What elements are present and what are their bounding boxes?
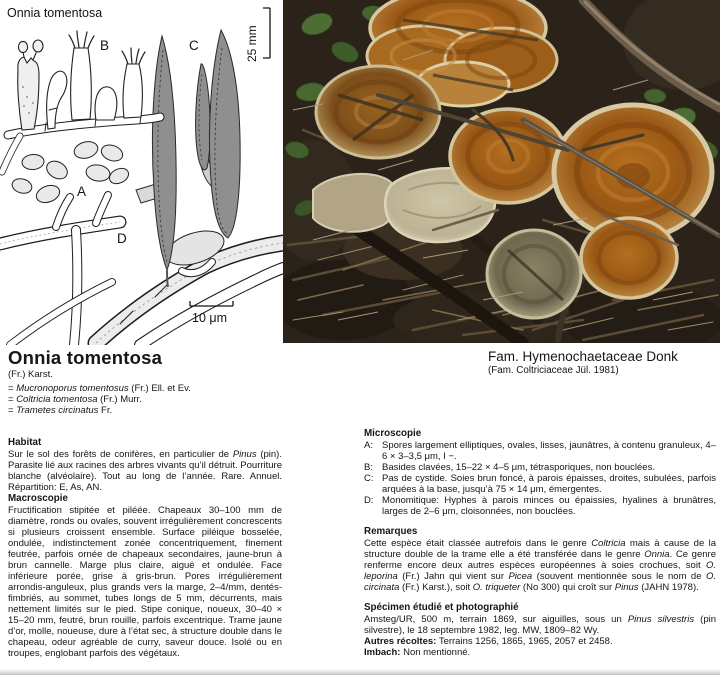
- item-key: C:: [364, 473, 374, 484]
- macroscopie-heading: Macroscopie: [8, 493, 68, 504]
- imbach-row: [364, 647, 716, 658]
- figure-label-d: D: [117, 231, 127, 246]
- scale-label-10um: 10 μm: [192, 311, 227, 325]
- species-title: Onnia tomentosa: [8, 347, 163, 368]
- figure-caption: Onnia tomentosa: [7, 6, 103, 20]
- autres-label: Autres récoltes:: [364, 636, 437, 647]
- mushroom-cap-bottom-right: [581, 218, 677, 298]
- imbach-text: Non mentionné.: [403, 647, 471, 658]
- microscopie-item-b: [364, 462, 716, 473]
- specimen-heading: Spécimen étudié et photographié: [364, 602, 519, 613]
- family-block: [488, 349, 716, 377]
- synonym-list: [8, 383, 282, 416]
- item-key: B:: [364, 462, 373, 473]
- page-edge-shadow: [0, 669, 720, 675]
- scale-bracket-25mm: [263, 8, 270, 58]
- synonym: = Trametes circinatus Fr.: [8, 405, 113, 416]
- autres-recoltes-row: [364, 636, 716, 647]
- right-column: [364, 346, 716, 658]
- microscopy-plate: [0, 0, 283, 345]
- section-specimen: [364, 602, 716, 636]
- section-macroscopie: [8, 493, 282, 659]
- figure-label-b: B: [100, 38, 110, 53]
- mushroom-cap-left: [316, 66, 440, 158]
- section-habitat: [8, 437, 282, 493]
- specimen-text: Amsteg/UR, 500 m, terrain 1869, sur aiguilles, sous un Pinus silvestris (pin silvestre), le 18 septembre 1982, leg. MW, 1809–82 Wy.: [364, 614, 716, 636]
- macroscopie-text: Fructification stipitée et piléée. Chapeaux 30–100 mm de diamètre, ronds ou ovales, souvent irrégulièrement concrescents si plusieurs croissent ensemble. Surface piléique bosselée, ondulée, indistinctement zonée concentriquement, finement feutrée, parfois ornée de chapeaux secondaires, jaune-brun à brun cannelle. Marge plus claire, aiguë et ondulée. Face inférieure porée, grise à gris-brun. Pores irrégulièrement arrondis-anguleux, plus grands vers la marge, 2–4/mm, dentés-fimbriés, au sommet, tubes longs de 5 mm, décurrents, mais nettement limités sur le pied. Stipe conique, noueux, 30–40 × 15–20 mm, feutré, brun rouille, parfois excentrique. Trame jaune d’or, molle, noueuse, dure à l’état sec, à structure double dans le chapeau, odeur agréable de curry, saveur douce. Isolé ou en troupes, englobant parfois des végétaux.: [8, 505, 282, 659]
- family-alt: (Fam. Coltriciaceae Jül. 1981): [488, 365, 619, 376]
- figure-label-c: C: [189, 38, 199, 53]
- mushroom-cap-olive: [487, 230, 581, 318]
- item-key: A:: [364, 440, 373, 451]
- specimen-photo: [283, 0, 720, 343]
- item-text: Pas de cystide. Soies brun foncé, à parois épaisses, droites, subulées, parfois arquées à la base, jusqu’à 75 × 14 μm, émergentes.: [382, 473, 716, 495]
- hyphae-drawing: [0, 195, 283, 345]
- synonym: = Coltricia tomentosa (Fr.) Murr.: [8, 394, 142, 405]
- remarques-heading: Remarques: [364, 526, 418, 537]
- microscopie-item-d: [364, 495, 716, 517]
- mushroom-cap-center: [450, 109, 566, 203]
- section-remarques: [364, 526, 716, 593]
- section-microscopie: [364, 428, 716, 517]
- left-column: [8, 346, 282, 659]
- imbach-label: Imbach:: [364, 647, 401, 658]
- microscopie-heading: Microscopie: [364, 428, 422, 439]
- microscopie-item-a: [364, 440, 716, 462]
- family-name: Fam. Hymenochaetaceae Donk: [488, 349, 678, 364]
- microscopie-item-c: [364, 473, 716, 495]
- species-authority: (Fr.) Karst.: [8, 369, 53, 380]
- item-key: D:: [364, 495, 374, 506]
- synonym: = Mucronoporus tomentosus (Fr.) Ell. et Ev.: [8, 383, 191, 394]
- habitat-heading: Habitat: [8, 437, 42, 448]
- item-text: Spores largement elliptiques, ovales, lisses, jaunâtres, à contenu granuleux, 4–6 × 3–3,5 μm, I −.: [382, 440, 716, 462]
- figure-label-a: A: [77, 184, 87, 199]
- item-text: Monomitique: Hyphes à parois minces ou épaissies, hyalines à brunâtres, larges de 2–6 μm, cloisonnées, non bouclées.: [382, 495, 716, 517]
- autres-text: Terrains 1256, 1865, 1965, 2057 et 2458.: [438, 636, 613, 647]
- remarques-text: Cette espèce était classée autrefois dans le genre Coltricia mais à cause de la structure double de la trame elle a été transférée dans le genre Onnia. Ce genre renferme encore deux autres espèces européennes à soies crochues, soit O. leporina (Fr.) Jahn qui vient sur Picea (souvent mentionnée sous le nom de O. circinata (Fr.) Karst.), soit O. triqueter (No 300) qui croît sur Pinus (JAHN 1978).: [364, 538, 716, 593]
- habitat-text: Sur le sol des forêts de conifères, en particulier de Pinus (pin). Parasite lié aux racines des arbres vivants qu’il détruit. Pourriture blanche (alvéolaire). Tout au long de l’année. Rare. Annuel. Répartition: E, As, AN.: [8, 449, 282, 493]
- item-text: Basides clavées, 15–22 × 4–5 μm, tétrasporiques, non bouclées.: [382, 462, 655, 473]
- scale-label-25mm: 25 mm: [245, 25, 259, 62]
